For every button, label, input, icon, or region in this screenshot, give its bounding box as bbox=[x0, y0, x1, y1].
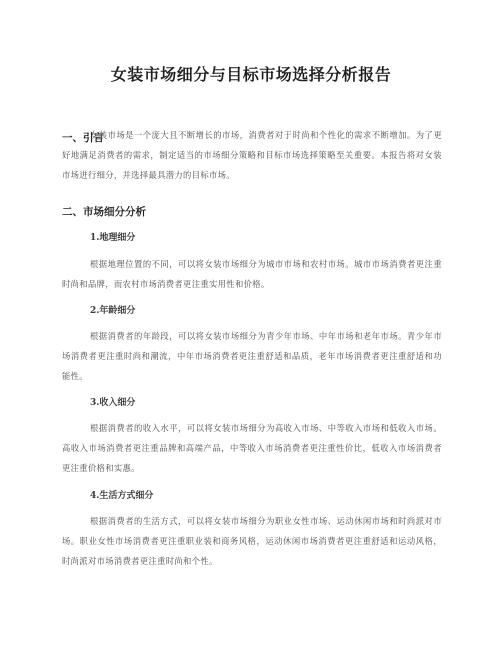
introduction-paragraph: 女装市场是一个庞大且不断增长的市场，消费者对于时尚和个性化的需求不断增加。为了更好地满足消费者的需求，制定适当的市场细分策略和目标市场选择策略至关重要。本报告将对女装市场进行细分，并选择最具潜力的目标市场。 bbox=[62, 130, 442, 180]
document-title: 女装市场细分与目标市场选择分析报告 bbox=[110, 65, 392, 84]
section-heading-market-segmentation: 二、市场细分分析 bbox=[62, 206, 146, 218]
lifestyle-paragraph: 根据消费者的生活方式，可以将女装市场细分为职业女性市场、运动休闲市场和时尚派对市场。职业女性市场消费者更注重职业装和商务风格，运动休闲市场消费者更注重舒适和运动风格，时尚派对市场消费者更注重时尚和个性。 bbox=[62, 516, 442, 566]
section-heading-introduction: 一、引言 bbox=[62, 132, 104, 144]
subsection-heading-income: 3.收入细分 bbox=[90, 398, 136, 408]
subsection-heading-lifestyle: 4.生活方式细分 bbox=[90, 491, 154, 501]
geographic-paragraph: 根据地理位置的不同，可以将女装市场细分为城市市场和农村市场。城市市场消费者更注重时尚和品牌，而农村市场消费者更注重实用性和价格。 bbox=[62, 259, 442, 289]
subsection-heading-age: 2.年龄细分 bbox=[90, 306, 136, 316]
subsection-heading-geographic: 1.地理细分 bbox=[90, 233, 136, 243]
age-paragraph: 根据消费者的年龄段，可以将女装市场细分为青少年市场、中年市场和老年市场。青少年市场消费者更注重时尚和潮流，中年市场消费者更注重舒适和品质，老年市场消费者更注重舒适和功能性。 bbox=[62, 331, 442, 381]
income-paragraph: 根据消费者的收入水平，可以将女装市场细分为高收入市场、中等收入市场和低收入市场。高收入市场消费者更注重品牌和高端产品，中等收入市场消费者更注重性价比，低收入市场消费者更注重价格和实惠。 bbox=[62, 423, 442, 473]
